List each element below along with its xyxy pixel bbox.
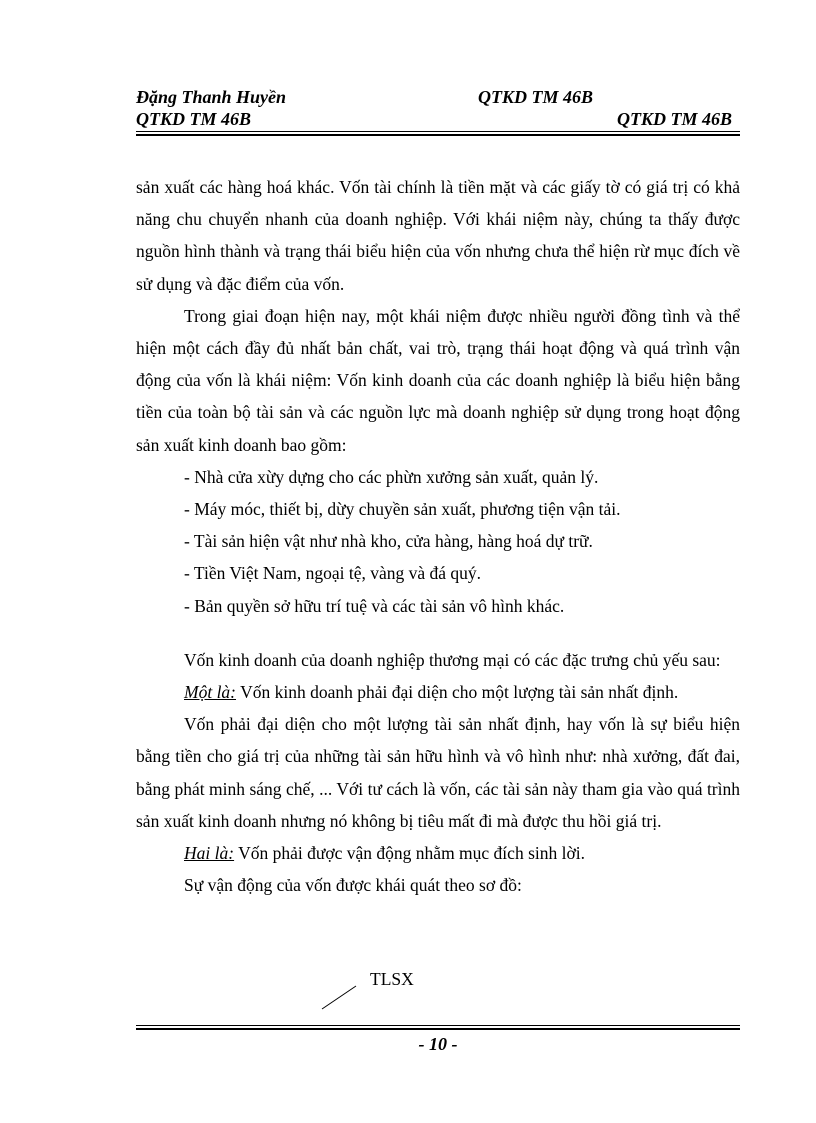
paragraph-5: Vốn phải đại diện cho một lượng tài sản nhất định, hay vốn là sự biểu hiện bằng tiền cho giá trị của những tài sản hữu hình và vô hình như: nhà xưởng, đất đai, bằng phát minh sáng chế, ... Với tư cách là vốn, các tài sản này tham gia vào quá trình sản xuất kinh doanh nhưng nó không bị tiêu mất đi mà được thu hồi giá trị. [136,714,740,831]
bullet-item: - Bản quyền sở hữu trí tuệ và các tài sản vô hình khác. [184,595,565,616]
document-body [136,171,740,901]
header-class-right: QTKD TM 46B [616,109,732,129]
footer-rule-thick [136,1028,740,1030]
diagram-node-tlsx: TLSX [370,969,414,989]
paragraph-3: Vốn kinh doanh của doanh nghiệp thương mại có các đặc trưng chủ yếu sau: [184,649,721,670]
bullet-item: - Tiền Việt Nam, ngoại tệ, vàng và đá quý. [184,563,482,584]
paragraph-4 [136,676,740,708]
header-rule-thick [136,134,740,136]
header-class-center: QTKD TM 46B [478,87,594,107]
point-one-label: Một là: [184,682,237,703]
header-author: Đặng Thanh Huyền [136,87,287,107]
paragraph-gap [136,622,740,644]
paragraph-6 [136,837,740,869]
bullet-item: - Máy móc, thiết bị, dừy chuyền sản xuất, phương tiện vận tải. [184,499,621,520]
bullet-item: - Tài sản hiện vật như nhà kho, cửa hàng, hàng hoá dự trữ. [184,531,593,552]
bullet-item: - Nhà cửa xừy dựng cho các phừn xưởng sản xuất, quản lý. [184,466,599,487]
header-class-left: QTKD TM 46B [136,109,252,129]
paragraph-7: Sự vận động của vốn được khái quát theo sơ đồ: [184,875,522,896]
capital-flow-diagram [320,968,440,1012]
diagram-branch-line [320,982,360,1012]
paragraph-2: Trong giai đoạn hiện nay, một khái niệm được nhiều người đồng tình và thể hiện một cách đầy đủ nhất bản chất, vai trò, trạng thái hoạt động và quá trình vận động của vốn là khái niệm: Vốn kinh doanh của các doanh nghiệp là biểu hiện bằng tiền của toàn bộ tài sản và các nguồn lực mà doanh nghiệp sử dụng trong hoạt động sản xuất kinh doanh bao gồm: [136,305,740,455]
point-two-text: Vốn phải được vận động nhằm mục đích sinh lời. [234,843,585,864]
paragraph-1: sản xuất các hàng hoá khác. Vốn tài chính là tiền mặt và các giấy tờ có giá trị có khả năng chu chuyển nhanh của doanh nghiệp. Với khái niệm này, chúng ta thấy được nguồn hình thành và trạng thái biểu hiện của vốn nhưng chưa thể hiện rừ mục đích về sử dụng và đặc điểm của vốn. [136,177,740,294]
header-rule-thin [136,131,740,132]
point-one-text: Vốn kinh doanh phải đại diện cho một lượng tài sản nhất định. [236,682,679,703]
point-two-label: Hai là: [184,843,235,864]
page-number: - 10 - [418,1034,458,1054]
footer-rule-thin [136,1025,740,1026]
